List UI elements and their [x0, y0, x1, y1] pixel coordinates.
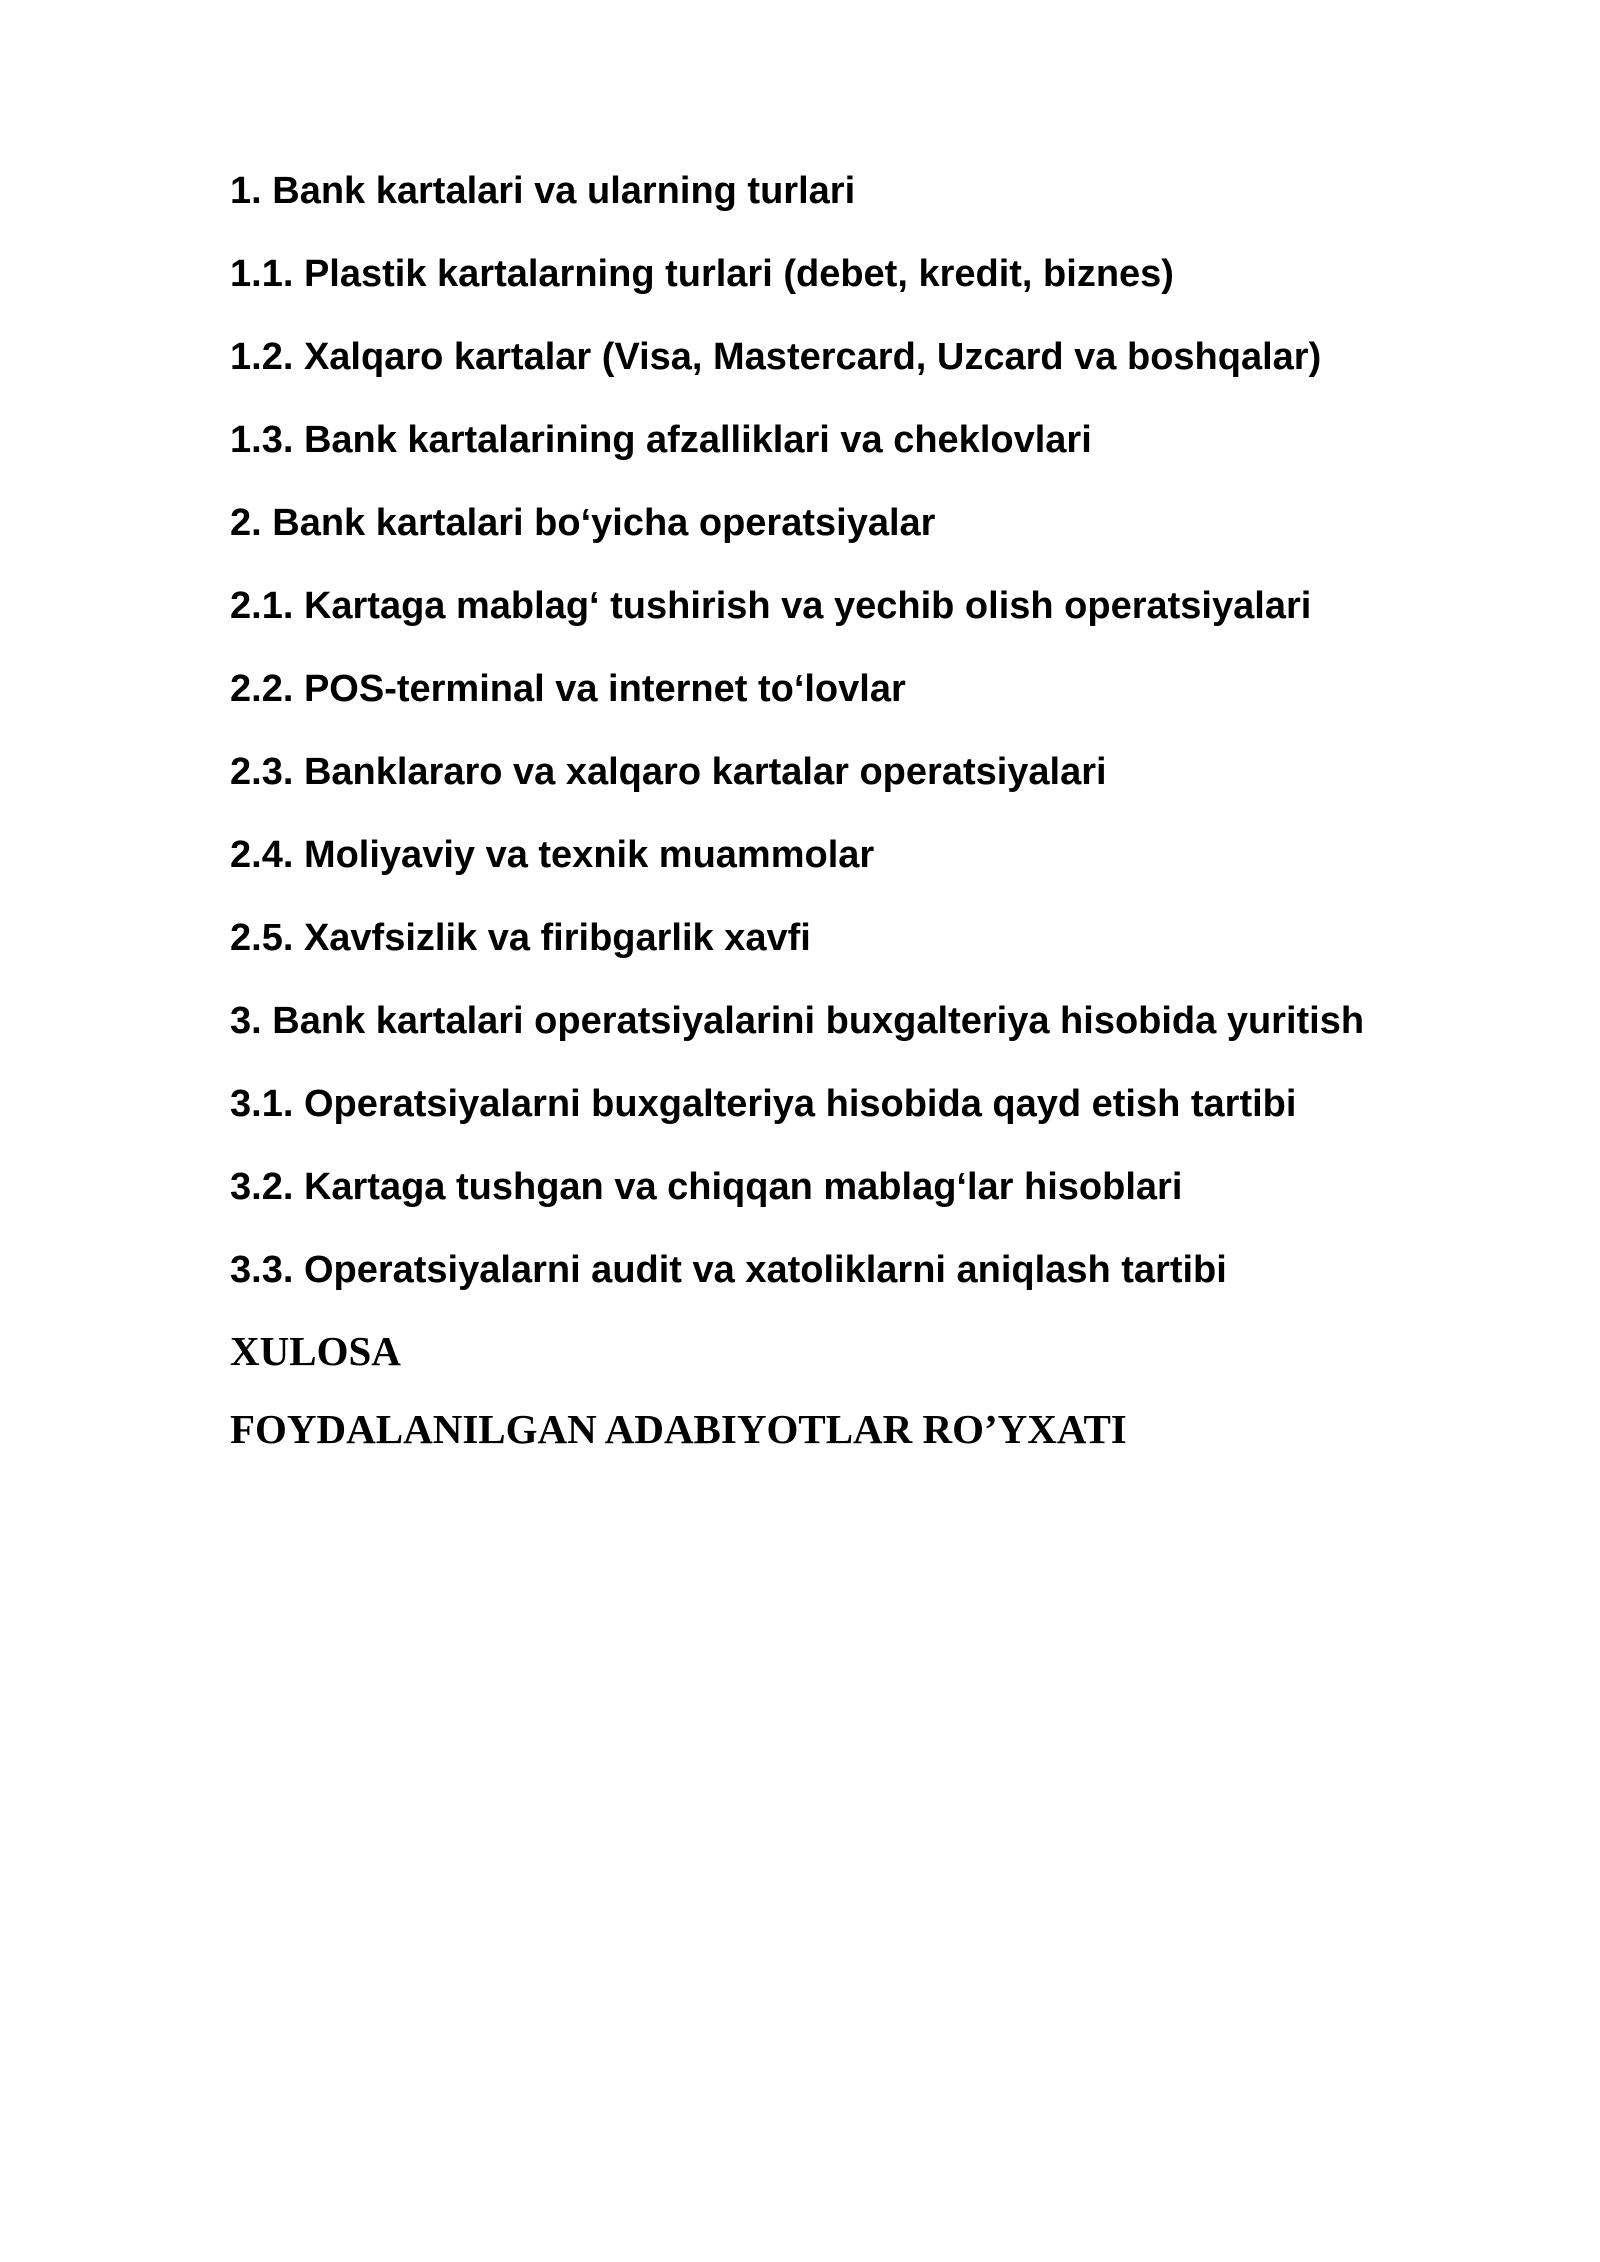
toc-item-3-3: 3.3. Operatsiyalarni audit va xatoliklarni aniqlash tartibi: [230, 1249, 1227, 1291]
toc-item-2-3: 2.3. Banklararo va xalqaro kartalar operatsiyalari: [230, 751, 1107, 793]
toc-item-2: 2. Bank kartalari bo‘yicha operatsiyalar: [230, 502, 936, 544]
toc-item-1-2: 1.2. Xalqaro kartalar (Visa, Mastercard, Uzcard va boshqalar): [230, 336, 1322, 378]
toc-item-3: 3. Bank kartalari operatsiyalarini buxgalteriya hisobida yuritish: [230, 1000, 1365, 1042]
toc-item-conclusion: XULOSA: [230, 1328, 401, 1374]
toc-item-1-3: 1.3. Bank kartalarining afzalliklari va cheklovlari: [230, 419, 1092, 461]
toc-item-1-1: 1.1. Plastik kartalarning turlari (debet, kredit, biznes): [230, 253, 1174, 295]
toc-item-3-2: 3.2. Kartaga tushgan va chiqqan mablag‘lar hisoblari: [230, 1166, 1183, 1208]
toc-item-references: FOYDALANILGAN ADABIYOTLAR RO’YXATI: [230, 1406, 1127, 1452]
toc-item-2-4: 2.4. Moliyaviy va texnik muammolar: [230, 834, 875, 876]
table-of-contents: [230, 150, 1430, 1468]
toc-item-2-2: 2.2. POS-terminal va internet to‘lovlar: [230, 668, 906, 710]
toc-item-2-5: 2.5. Xavfsizlik va firibgarlik xavfi: [230, 917, 811, 959]
toc-item-2-1: 2.1. Kartaga mablag‘ tushirish va yechib olish operatsiyalari: [230, 585, 1312, 627]
toc-item-3-1: 3.1. Operatsiyalarni buxgalteriya hisobida qayd etish tartibi: [230, 1083, 1297, 1125]
toc-item-1: 1. Bank kartalari va ularning turlari: [230, 170, 856, 212]
